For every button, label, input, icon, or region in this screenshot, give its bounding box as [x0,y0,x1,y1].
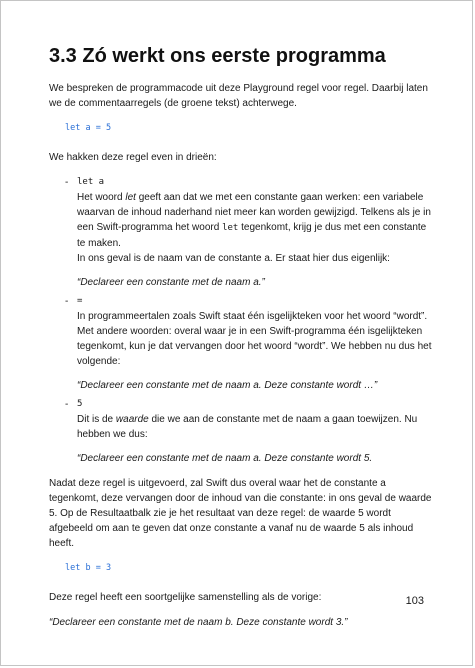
list-item [65,175,435,290]
bullet: - [65,296,69,307]
item-quote: “Declareer een constante met de naam a. Deze constante wordt 5. [77,453,373,464]
breakdown-list [49,175,435,466]
item-code: 5 [77,399,83,409]
bullet: - [65,177,69,188]
section-heading: 3.3 Zó werkt ons eerste programma [49,45,386,67]
item-text: In programmeertalen zoals Swift staat één isgelijkteken voor het woord “wordt”. Met andere woorden: overal waar je in een Swift-programma één isgelijkteken tegenkomt, kun je dat vervangen door het woord “wordt”. We hebben nu dus het volgende: [77,311,432,367]
page-number: 103 [405,595,424,607]
similar-paragraph: Deze regel heeft een soortgelijke samenstelling als de vorige: [49,592,322,603]
split-intro: We hakken deze regel even in drieën: [49,152,217,163]
item-text-2: In ons geval is de naam van de constante a. Er staat hier dus eigenlijk: [77,253,390,264]
item-text: Dit is de waarde die we aan de constante met de naam a gaan toewijzen. Nu hebben we dus: [77,414,418,440]
final-quote: “Declareer een constante met de naam b. Deze constante wordt 3.” [49,617,348,628]
item-quote: “Declareer een constante met de naam a.” [77,277,265,288]
item-code: = [77,296,83,306]
code-line-let-b: let b = 3 [65,563,112,573]
code-line-let-a: let a = 5 [65,123,112,133]
item-quote: “Declareer een constante met de naam a. Deze constante wordt …” [77,380,378,391]
page-content [49,43,435,630]
intro-paragraph: We bespreken de programmacode uit deze Playground regel voor regel. Daarbij laten we de commentaarregels (de groene tekst) achterwege. [49,83,428,109]
list-item [65,294,435,393]
bullet: - [65,399,69,410]
explanation-paragraph: Nadat deze regel is uitgevoerd, zal Swift dus overal waar het de constante a tegenkomt, deze vervangen door de inhoud van die constante: in ons geval de waarde 5. Op de Resultaatbalk zie je het resultaat van deze regel: de waarde 5 wordt afgebeeld om aan te geven dat onze constante a vanaf nu de waarde 5 als inhoud heeft. [49,478,432,549]
list-item [65,397,435,466]
item-code: let a [77,177,105,187]
item-text: Het woord let geeft aan dat we met een constante gaan werken: een variabele waarvan de inhoud naderhand niet meer kan worden gewijzigd. Telkens als je in een Swift-programma het woord let tegenkomt, krijg je dus met een constante te maken. [77,192,431,249]
